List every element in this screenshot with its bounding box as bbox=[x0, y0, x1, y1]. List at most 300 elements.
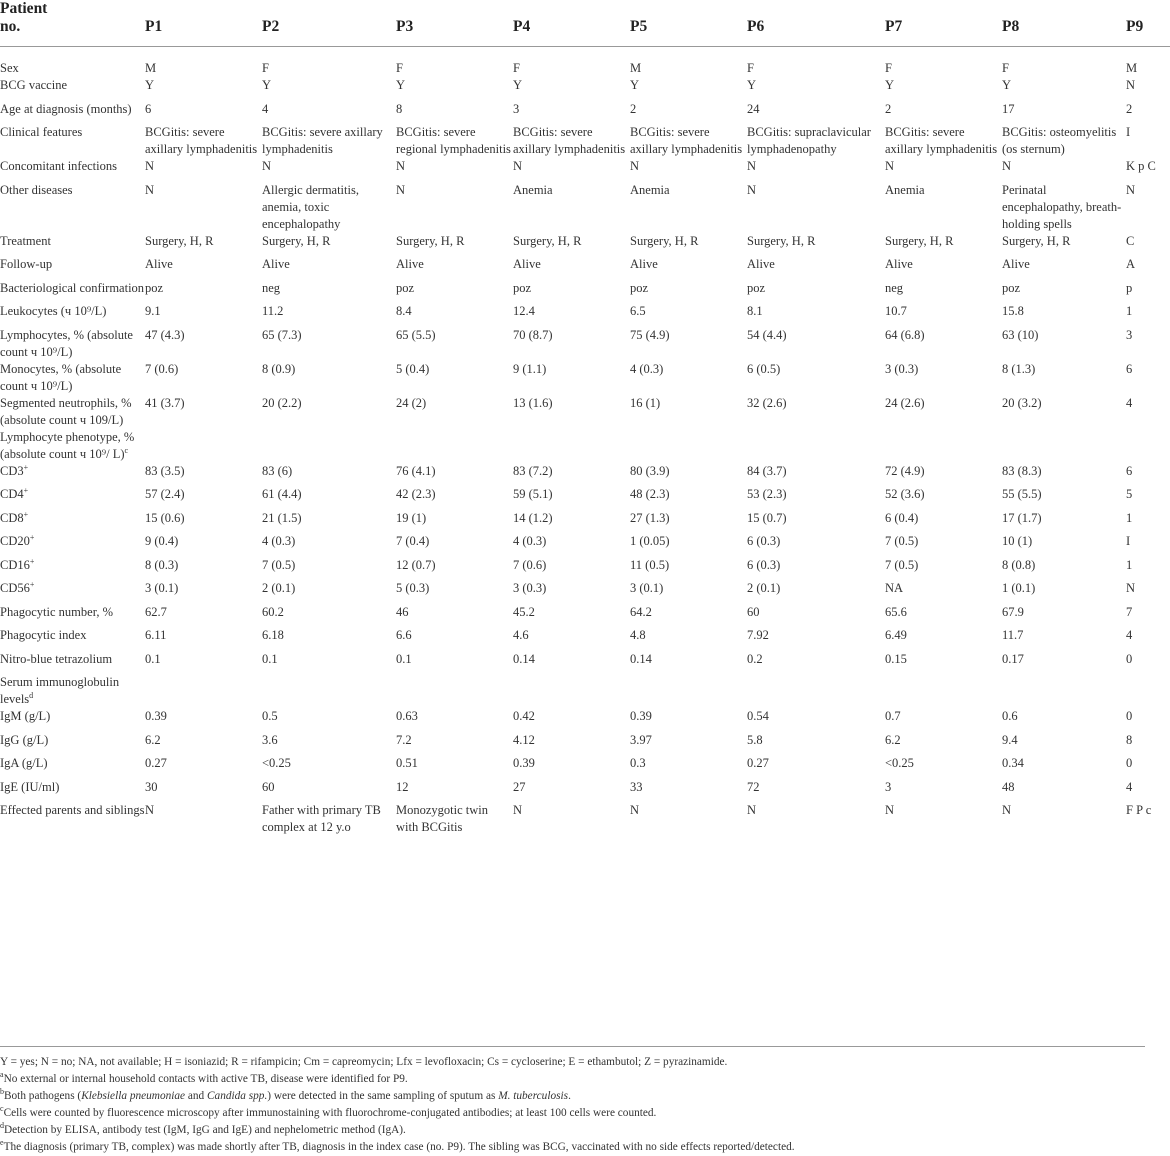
table-row bbox=[0, 124, 1170, 158]
table-cell: N bbox=[262, 159, 272, 173]
table-cell: 1 (0.1) bbox=[1002, 581, 1036, 595]
table-cell: 8 (0.3) bbox=[145, 557, 179, 572]
row-label: Clinical features bbox=[0, 125, 83, 139]
table-cell: 84 (3.7) bbox=[747, 463, 787, 478]
column-header: P1 bbox=[145, 18, 163, 35]
table-cell: 0.51 bbox=[396, 756, 418, 770]
table-row bbox=[0, 557, 1170, 581]
table-cell: 12 (0.7) bbox=[396, 557, 436, 572]
row-label: Concomitant infections bbox=[0, 159, 117, 173]
table-cell: Surgery, H, R bbox=[513, 233, 582, 248]
table-cell: N bbox=[885, 159, 895, 173]
table-cell: N bbox=[145, 182, 155, 197]
table-cell: 6.2 bbox=[885, 732, 901, 747]
table-cell: N bbox=[1126, 581, 1136, 595]
table-cell: F bbox=[885, 61, 892, 75]
row-label: CD4+ bbox=[0, 485, 29, 501]
column-header: P4 bbox=[513, 18, 531, 35]
row-label: Nitro-blue tetrazolium bbox=[0, 651, 113, 666]
row-label: Segmented neutrophils, % (absolute count ч 109/L) bbox=[0, 395, 132, 427]
table-cell: 83 (3.5) bbox=[145, 463, 185, 478]
table-cell: A bbox=[1126, 257, 1136, 271]
table-cell: 9.1 bbox=[145, 304, 161, 318]
table-cell: 15 (0.6) bbox=[145, 510, 185, 525]
table-cell: 0.6 bbox=[1002, 709, 1018, 723]
table-cell: 20 (3.2) bbox=[1002, 395, 1042, 410]
table-cell: 3.6 bbox=[262, 732, 278, 747]
table-cell: Surgery, H, R bbox=[885, 233, 954, 248]
table-cell: 2 bbox=[630, 101, 637, 116]
table-row bbox=[0, 510, 1170, 534]
table-cell: 6 bbox=[1126, 463, 1133, 478]
table-cell: 4.6 bbox=[513, 628, 529, 642]
table-cell: 0 bbox=[1126, 756, 1133, 770]
table-cell: N bbox=[1002, 803, 1012, 817]
header-row bbox=[0, 0, 1170, 47]
table-cell: Father with primary TB complex at 12 y.o bbox=[262, 803, 381, 834]
row-label: Age at diagnosis (months) bbox=[0, 101, 132, 116]
table-cell: 7 (0.6) bbox=[145, 361, 179, 376]
footnote-e: $^e$The diagnosis (primary TB, complex) was made shortly after TB, diagnosis in the index case (no. P9). The sibling was BCG, vaccinated with no side effects reported/detected. bbox=[0, 1138, 795, 1153]
table-cell: 70 (8.7) bbox=[513, 327, 553, 342]
table-row bbox=[0, 533, 1170, 557]
table-cell: Alive bbox=[145, 257, 173, 271]
table-row bbox=[0, 604, 1170, 628]
table-cell: 3 (0.1) bbox=[145, 581, 179, 595]
table-cell bbox=[145, 429, 262, 463]
table-cell: 0.63 bbox=[396, 709, 418, 723]
table-cell: Monozygotic twin with BCGitis bbox=[396, 803, 489, 834]
table-cell: 7 (0.5) bbox=[262, 557, 296, 572]
table-cell: 0.2 bbox=[747, 651, 763, 666]
table-cell: N bbox=[630, 803, 640, 817]
table-cell: 0.17 bbox=[1002, 651, 1024, 666]
table-cell: 6 bbox=[1126, 361, 1133, 376]
table-cell: 64 (6.8) bbox=[885, 327, 925, 342]
table-cell: 7 bbox=[1126, 604, 1133, 619]
table-cell: 0.15 bbox=[885, 651, 907, 666]
table-cell: 0.39 bbox=[513, 756, 535, 770]
table-cell bbox=[885, 674, 1002, 708]
table-cell: Y bbox=[513, 78, 523, 92]
table-cell: p bbox=[1126, 280, 1133, 295]
table-cell: 10.7 bbox=[885, 304, 907, 318]
table-row bbox=[0, 182, 1170, 233]
table-row bbox=[0, 233, 1170, 257]
table-cell: Perinatal encephalopathy, breath-holding spells bbox=[1002, 182, 1122, 231]
table-cell: neg bbox=[885, 280, 904, 295]
column-header: P9 bbox=[1126, 18, 1144, 35]
table-cell: 2 (0.1) bbox=[262, 581, 296, 595]
table-cell: 3 (0.3) bbox=[513, 581, 547, 595]
row-label: IgM (g/L) bbox=[0, 709, 51, 723]
table-cell: 1 (0.05) bbox=[630, 534, 670, 548]
table-cell: 5.8 bbox=[747, 732, 763, 747]
table-cell: 12.4 bbox=[513, 304, 535, 318]
table-cell: 83 (6) bbox=[262, 463, 293, 478]
table-cell: BCGitis: osteomyelitis (os sternum) bbox=[1002, 125, 1117, 156]
table-row bbox=[0, 708, 1170, 732]
table-cell: 7.92 bbox=[747, 628, 769, 642]
table-cell: 30 bbox=[145, 779, 158, 794]
table-cell: 0.27 bbox=[145, 756, 167, 770]
table-cell: Y bbox=[885, 78, 895, 92]
table-cell bbox=[396, 674, 513, 708]
table-cell: 0.54 bbox=[747, 709, 769, 723]
table-row bbox=[0, 158, 1170, 182]
table-cell: Anemia bbox=[513, 182, 553, 197]
table-cell: Surgery, H, R bbox=[145, 233, 214, 248]
table-row bbox=[0, 755, 1170, 779]
table-cell bbox=[396, 429, 513, 463]
table-cell: 7 (0.6) bbox=[513, 557, 547, 572]
table-cell: M bbox=[145, 61, 157, 75]
table-cell: N bbox=[747, 803, 757, 817]
table-cell: Anemia bbox=[630, 182, 670, 197]
table-cell: 0.39 bbox=[630, 709, 652, 723]
table-cell: 1 bbox=[1126, 304, 1133, 318]
table-cell: 5 (0.3) bbox=[396, 581, 430, 595]
table-cell: N bbox=[396, 159, 406, 173]
table-cell: BCGitis: severe axillary lymphadenitis bbox=[513, 125, 626, 156]
table-cell bbox=[1002, 429, 1126, 463]
table-cell: 60 bbox=[747, 604, 760, 619]
table-cell: 0.1 bbox=[145, 651, 161, 666]
table-cell: I bbox=[1126, 125, 1131, 139]
table-cell bbox=[1126, 674, 1170, 708]
table-cell: 19 (1) bbox=[396, 510, 427, 525]
table-cell: 0.14 bbox=[630, 651, 652, 666]
column-header: P8 bbox=[1002, 18, 1020, 35]
table-cell: N bbox=[885, 803, 895, 817]
table-cell: 0 bbox=[1126, 651, 1133, 666]
table-cell bbox=[513, 429, 630, 463]
table-cell: 42 (2.3) bbox=[396, 487, 436, 501]
table-cell: 7 (0.5) bbox=[885, 557, 919, 572]
table-cell bbox=[262, 429, 396, 463]
row-label: Other diseases bbox=[0, 182, 73, 197]
row-label: Lymphocyte phenotype, % (absolute count ч 10⁹/ L)$^c$ bbox=[0, 429, 135, 461]
table-cell bbox=[747, 429, 885, 463]
table-cell: 7.2 bbox=[396, 732, 412, 747]
table-cell: BCGitis: severe axillary lymphadenitis bbox=[630, 125, 743, 156]
table-cell: N bbox=[747, 182, 757, 197]
table-cell: 65 (7.3) bbox=[262, 327, 302, 342]
footnote-c: $^c$Cells were counted by fluorescence microscopy after immunostaining with fluorochrome-conjugated antibodies; at least 100 cells were counted. bbox=[0, 1104, 657, 1119]
table-cell: 47 (4.3) bbox=[145, 327, 185, 342]
table-cell: 46 bbox=[396, 604, 409, 619]
table-cell: 20 (2.2) bbox=[262, 395, 302, 410]
table-cell: I bbox=[1126, 534, 1131, 548]
table-cell: 15 (0.7) bbox=[747, 510, 787, 525]
table-cell: 32 (2.6) bbox=[747, 395, 787, 410]
table-row bbox=[0, 280, 1170, 304]
table-cell: Alive bbox=[747, 257, 775, 271]
table-cell: 33 bbox=[630, 779, 643, 794]
table-row bbox=[0, 47, 1170, 78]
table-cell: Surgery, H, R bbox=[262, 233, 331, 248]
table-cell: Surgery, H, R bbox=[396, 233, 465, 248]
table-cell: Y bbox=[396, 78, 406, 92]
table-body bbox=[0, 47, 1170, 837]
table-row bbox=[0, 627, 1170, 651]
footnote-a: $^a$No external or internal household contacts with active TB, disease were identified for P9. bbox=[0, 1070, 408, 1085]
row-label: Treatment bbox=[0, 233, 51, 248]
table-cell: 67.9 bbox=[1002, 604, 1024, 619]
table-cell: C bbox=[1126, 233, 1135, 248]
table-cell: M bbox=[630, 61, 642, 75]
row-label: CD20+ bbox=[0, 532, 35, 548]
table-cell: Surgery, H, R bbox=[1002, 233, 1071, 248]
row-label: Phagocytic number, % bbox=[0, 604, 114, 619]
table-cell: 0.1 bbox=[262, 651, 278, 666]
table-cell: Alive bbox=[885, 257, 913, 271]
footnote-d: $^d$Detection by ELISA, antibody test (IgM, IgG and IgE) and nephelometric method (IgA). bbox=[0, 1121, 406, 1136]
table-cell: 4.8 bbox=[630, 628, 646, 642]
table-cell: 60 bbox=[262, 779, 275, 794]
table-cell: 0.5 bbox=[262, 709, 278, 723]
table-cell: 2 (0.1) bbox=[747, 581, 781, 595]
table-cell: 60.2 bbox=[262, 604, 284, 619]
table-cell: 52 (3.6) bbox=[885, 487, 925, 501]
table-cell: Y bbox=[262, 78, 272, 92]
table-cell: 0.14 bbox=[513, 651, 535, 666]
table-cell: 17 bbox=[1002, 101, 1015, 116]
table-cell: 21 (1.5) bbox=[262, 510, 302, 525]
table-cell: 55 (5.5) bbox=[1002, 487, 1042, 501]
table-cell: 9 (1.1) bbox=[513, 361, 547, 376]
table-cell: 6.2 bbox=[145, 732, 161, 747]
table-row bbox=[0, 303, 1170, 327]
table-cell: 3 (0.1) bbox=[630, 581, 664, 595]
column-header: P3 bbox=[396, 18, 414, 35]
table-cell: 76 (4.1) bbox=[396, 463, 436, 478]
table-cell: 24 (2) bbox=[396, 395, 427, 410]
table-cell: N bbox=[1126, 78, 1136, 92]
table-row bbox=[0, 101, 1170, 125]
table-cell: Y bbox=[747, 78, 757, 92]
table-cell: K p C bbox=[1126, 159, 1156, 173]
footnote-b: $^b$Both pathogens (Klebsiella pneumoniae and Candida spp.) were detected in the same sampling of sputum as M. tuberculosis. bbox=[0, 1087, 571, 1102]
table-cell: Alive bbox=[630, 257, 658, 271]
table-cell: 7 (0.5) bbox=[885, 534, 919, 548]
table-cell: 54 (4.4) bbox=[747, 327, 787, 342]
table-cell: BCGitis: severe axillary lymphadenitis bbox=[262, 125, 383, 156]
table-cell: 65.6 bbox=[885, 604, 907, 619]
table-cell: 1 bbox=[1126, 557, 1133, 572]
table-cell: 13 (1.6) bbox=[513, 395, 553, 410]
table-cell: 24 bbox=[747, 101, 760, 116]
table-cell: 65 (5.5) bbox=[396, 327, 436, 342]
table-cell: <0.25 bbox=[885, 756, 914, 770]
row-label: Lymphocytes, % (absolute count ч 10⁹/L) bbox=[0, 327, 133, 359]
table-cell: 61 (4.4) bbox=[262, 487, 302, 501]
table-cell: 53 (2.3) bbox=[747, 487, 787, 501]
table-cell: 2 bbox=[1126, 101, 1133, 116]
table-cell: 8.4 bbox=[396, 304, 412, 318]
row-label: Serum immunoglobulin levels$^d$ bbox=[0, 675, 120, 706]
table-cell: Alive bbox=[262, 257, 290, 271]
table-cell: 10 (1) bbox=[1002, 534, 1033, 548]
table-cell: 11.2 bbox=[262, 304, 284, 318]
table-cell: 8 bbox=[396, 101, 403, 116]
table-cell: 0.27 bbox=[747, 756, 769, 770]
table-cell: F bbox=[1002, 61, 1009, 75]
table-cell: 3 bbox=[513, 101, 520, 116]
row-label: BCG vaccine bbox=[0, 78, 67, 92]
table-cell: 15.8 bbox=[1002, 304, 1024, 318]
table-cell bbox=[747, 674, 885, 708]
table-cell: 11 (0.5) bbox=[630, 557, 670, 572]
table-cell: 1 bbox=[1126, 510, 1133, 525]
table-cell: 3 (0.3) bbox=[885, 361, 919, 376]
table-row bbox=[0, 486, 1170, 510]
table-cell: N bbox=[145, 803, 155, 817]
table-row bbox=[0, 327, 1170, 361]
table-cell: 45.2 bbox=[513, 604, 535, 619]
table-cell: 62.7 bbox=[145, 604, 167, 619]
table-cell: Alive bbox=[1002, 257, 1030, 271]
table-cell: 12 bbox=[396, 779, 409, 794]
table-cell: 57 (2.4) bbox=[145, 487, 185, 501]
table-cell: neg bbox=[262, 280, 281, 295]
table-cell: 24 (2.6) bbox=[885, 395, 925, 410]
table-cell: 27 (1.3) bbox=[630, 510, 670, 525]
table-cell: F bbox=[262, 61, 269, 75]
table-cell bbox=[885, 429, 1002, 463]
table-cell: Y bbox=[630, 78, 640, 92]
table-cell: 6 (0.4) bbox=[885, 510, 919, 525]
table-cell: N bbox=[1126, 182, 1136, 197]
table-cell: Alive bbox=[396, 257, 424, 271]
table-row bbox=[0, 395, 1170, 429]
footnotes bbox=[0, 1046, 1145, 1156]
table-cell: Surgery, H, R bbox=[747, 233, 816, 248]
table-cell: poz bbox=[1002, 280, 1021, 295]
table-cell: N bbox=[630, 159, 640, 173]
table-cell: BCGitis: supraclavicular lymphadenopathy bbox=[747, 125, 871, 156]
table-row bbox=[0, 732, 1170, 756]
table-cell: 64.2 bbox=[630, 604, 652, 619]
table-cell: poz bbox=[396, 280, 415, 295]
table-cell bbox=[262, 674, 396, 708]
row-label: Effected parents and siblings bbox=[0, 803, 145, 817]
table-cell: 6 (0.5) bbox=[747, 361, 781, 376]
table-cell: 63 (10) bbox=[1002, 327, 1039, 342]
table-cell: 4 bbox=[1126, 779, 1133, 794]
table-cell: 9.4 bbox=[1002, 732, 1018, 747]
table-cell: 11.7 bbox=[1002, 628, 1024, 642]
table-cell: 4 bbox=[1126, 628, 1133, 642]
table-cell: 75 (4.9) bbox=[630, 327, 670, 342]
table-cell: 4 (0.3) bbox=[262, 534, 296, 548]
table-cell: N bbox=[145, 159, 155, 173]
table-cell: NA bbox=[885, 581, 904, 595]
table-row bbox=[0, 256, 1170, 280]
table-cell: 0.1 bbox=[396, 651, 412, 666]
row-label: CD8+ bbox=[0, 509, 29, 525]
column-header: P2 bbox=[262, 18, 280, 35]
table-cell: 4 (0.3) bbox=[630, 361, 664, 376]
table-cell bbox=[1126, 429, 1170, 463]
row-label: Sex bbox=[0, 61, 19, 75]
table-cell: N bbox=[396, 182, 406, 197]
table-cell: Allergic dermatitis, anemia, toxic encephalopathy bbox=[262, 182, 359, 231]
table-row bbox=[0, 580, 1170, 604]
row-label: Leukocytes (ч 10⁹/L) bbox=[0, 304, 107, 318]
header-label-line2: no. bbox=[0, 18, 21, 35]
table-cell: 8 (1.3) bbox=[1002, 361, 1036, 376]
table-cell: BCGitis: severe axillary lymphadenitis bbox=[145, 125, 258, 156]
table-cell: Anemia bbox=[885, 182, 925, 197]
table-cell: BCGitis: severe regional lymphadenitis bbox=[396, 125, 511, 156]
table-cell: 0.34 bbox=[1002, 756, 1024, 770]
table-cell: 48 (2.3) bbox=[630, 487, 670, 501]
table-cell: 6.11 bbox=[145, 628, 167, 642]
table-cell: <0.25 bbox=[262, 756, 291, 770]
footnote-abbrev: Y = yes; N = no; NA, not available; H = isoniazid; R = rifampicin; Cm = capreomycin; Lfx = levofloxacin; Cs = cycloserine; E = ethambutol; Z = pyrazinamide. bbox=[0, 1056, 728, 1068]
table-cell: N bbox=[513, 159, 523, 173]
table-cell: M bbox=[1126, 61, 1138, 75]
table-cell: 0.39 bbox=[145, 709, 167, 723]
table-row bbox=[0, 361, 1170, 395]
row-label: IgA (g/L) bbox=[0, 756, 48, 770]
row-label: CD16+ bbox=[0, 556, 35, 572]
column-header: P5 bbox=[630, 18, 648, 35]
table-cell: 8 bbox=[1126, 732, 1133, 747]
table-cell: N bbox=[1002, 159, 1012, 173]
table-cell bbox=[630, 429, 747, 463]
table-cell: BCGitis: severe axillary lymphadenitis bbox=[885, 125, 998, 156]
table-cell: poz bbox=[747, 280, 766, 295]
row-label: CD3+ bbox=[0, 462, 29, 478]
table-cell: 59 (5.1) bbox=[513, 487, 553, 501]
table-cell: 4 bbox=[1126, 395, 1133, 410]
table-cell: 8.1 bbox=[747, 304, 763, 318]
row-label: IgE (IU/ml) bbox=[0, 779, 60, 794]
table-cell: 5 bbox=[1126, 487, 1133, 501]
table-cell: Y bbox=[1002, 78, 1012, 92]
table-cell: 7 (0.4) bbox=[396, 534, 430, 548]
table-cell: Y bbox=[145, 78, 155, 92]
table-cell: F bbox=[747, 61, 754, 75]
row-label: Follow-up bbox=[0, 257, 53, 271]
table-cell: 14 (1.2) bbox=[513, 510, 553, 525]
table-cell: 27 bbox=[513, 779, 526, 794]
table-cell: 6 (0.3) bbox=[747, 557, 781, 572]
column-header: P6 bbox=[747, 18, 765, 35]
table-cell: 3.97 bbox=[630, 732, 652, 747]
row-label: Phagocytic index bbox=[0, 628, 87, 642]
table-cell: Alive bbox=[513, 257, 541, 271]
table-cell bbox=[145, 674, 262, 708]
table-cell: F bbox=[513, 61, 520, 75]
table-cell bbox=[630, 674, 747, 708]
header-label bbox=[0, 0, 145, 47]
table-cell bbox=[513, 674, 630, 708]
table-cell: F P c bbox=[1126, 803, 1152, 817]
header-label-line1: Patient bbox=[0, 0, 48, 17]
table-cell: 72 bbox=[747, 779, 760, 794]
table-cell: 6.49 bbox=[885, 628, 907, 642]
table-cell: 4.12 bbox=[513, 732, 535, 747]
table-cell: 3 bbox=[1126, 327, 1133, 342]
table-cell: 48 bbox=[1002, 779, 1015, 794]
table-cell: 0.7 bbox=[885, 709, 901, 723]
table-row bbox=[0, 429, 1170, 463]
table-row bbox=[0, 77, 1170, 101]
table-row bbox=[0, 674, 1170, 708]
